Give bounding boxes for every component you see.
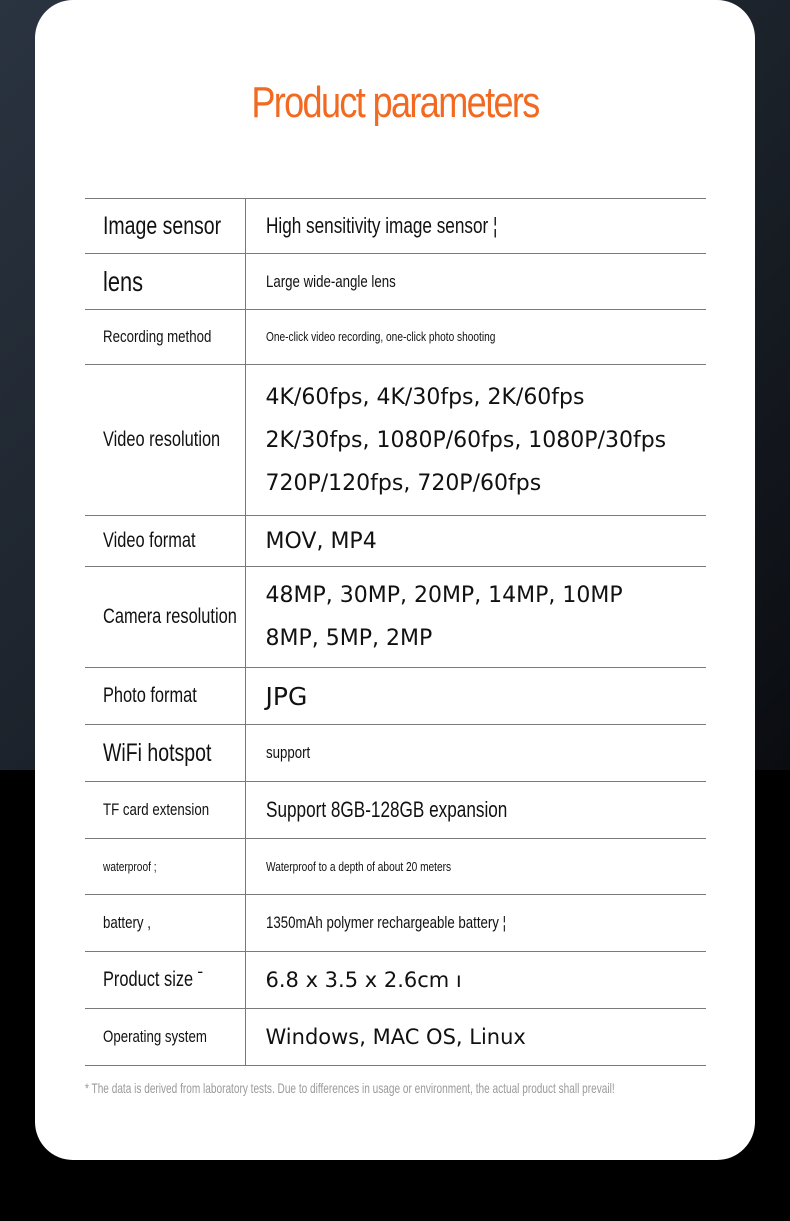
table-row <box>85 516 706 567</box>
table-row <box>85 895 706 952</box>
row-label: Recording method <box>85 310 245 365</box>
row-value: JPG <box>245 668 706 725</box>
table-row <box>85 725 706 782</box>
table-row <box>85 310 706 365</box>
table-row <box>85 952 706 1009</box>
parameters-card <box>35 0 755 1160</box>
table-row <box>85 199 706 254</box>
row-label: Camera resolution <box>85 567 245 668</box>
row-value: 1350mAh polymer rechargeable battery ¦ <box>245 895 706 952</box>
row-label: battery , <box>85 895 245 952</box>
row-label: Product size ˉ <box>85 952 245 1009</box>
row-value: Waterproof to a depth of about 20 meters <box>245 839 706 895</box>
table-row <box>85 839 706 895</box>
row-value: support <box>245 725 706 782</box>
row-value: Support 8GB-128GB expansion <box>245 782 706 839</box>
page-title: Product parameters <box>251 78 539 127</box>
table-row <box>85 365 706 516</box>
table-row <box>85 567 706 668</box>
table-row <box>85 668 706 725</box>
row-value: High sensitivity image sensor ¦ <box>245 199 706 254</box>
footnote: * The data is derived from laboratory tests. Due to differences in usage or environment, the actual product shall prevail! <box>85 1080 615 1096</box>
row-label: WiFi hotspot <box>85 725 245 782</box>
row-value: Large wide-angle lens <box>245 254 706 310</box>
row-label: waterproof ; <box>85 839 245 895</box>
row-label: lens <box>85 254 245 310</box>
row-value: 4K/60fps, 4K/30fps, 2K/60fps 2K/30fps, 1080P/60fps, 1080P/30fps 720P/120fps, 720P/60fps <box>245 365 706 516</box>
row-label: Photo format <box>85 668 245 725</box>
row-value: MOV, MP4 <box>245 516 706 567</box>
parameters-table <box>85 198 706 1066</box>
row-label: Operating system <box>85 1009 245 1066</box>
table-row <box>85 1009 706 1066</box>
row-value: Windows, MAC OS, Linux <box>245 1009 706 1066</box>
row-label: Video resolution <box>85 365 245 516</box>
row-label: TF card extension <box>85 782 245 839</box>
row-value: One-click video recording, one-click photo shooting <box>245 310 706 365</box>
row-label: Image sensor <box>85 199 245 254</box>
table-row <box>85 254 706 310</box>
table-row <box>85 782 706 839</box>
row-value: 6.8 x 3.5 x 2.6cm ı <box>245 952 706 1009</box>
row-label: Video format <box>85 516 245 567</box>
row-value: 48MP, 30MP, 20MP, 14MP, 10MP 8MP, 5MP, 2MP <box>245 567 706 668</box>
